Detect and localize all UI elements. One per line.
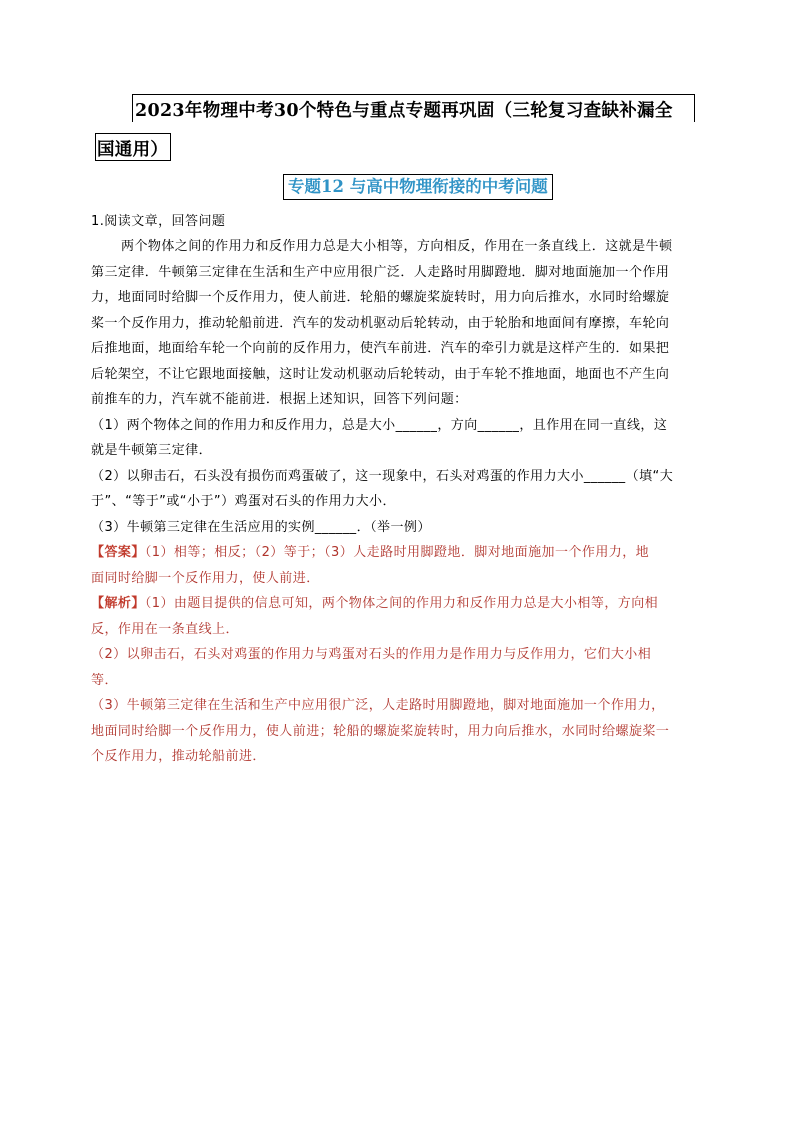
passage-line: 后轮架空，不让它跟地面接触，这时让发动机驱动后轮转动，由于车轮不推地面，地面也不产生向 [91,367,670,382]
analysis-line: （2）以卵击石，石头对鸡蛋的作用力与鸡蛋对石头的作用力是作用力与反作用力，它们大小相 [91,647,652,662]
analysis-line: （3）牛顿第三定律在生活和生产中应用很广泛，人走路时用脚蹬地，脚对地面施加一个作用力， [91,698,665,713]
sub-question-line: 于”、“等于”或“小于”）鸡蛋对石头的作用力大小． [91,494,396,509]
analysis-line: 等． [91,673,118,688]
analysis-line: 反，作用在一条直线上． [91,622,239,637]
passage-line: 力，地面同时给脚一个反作用力，使人前进．轮船的螺旋桨旋转时，用力向后推水，水同时给螺旋 [91,290,670,305]
answer-line [91,540,649,566]
sub-question-line: （2）以卵击石，石头没有损伤而鸡蛋破了，这一现象中，石头对鸡蛋的作用力大小______（填“大 [91,469,674,484]
document-title-line-2: 国通用） [97,140,169,160]
topic-subtitle: 专题12 与高中物理衔接的中考问题 [283,174,553,200]
answer-text: （1）相等；相反；（2）等于；（3）人走路时用脚蹬地．脚对地面施加一个作用力，地 [144,545,650,560]
passage-line: 后推地面，地面给车轮一个向前的反作用力，使汽车前进．汽车的牵引力就是这样产生的．如果把 [91,341,670,356]
document-title-line-1: 2023年物理中考30个特色与重点专题再巩固（三轮复习查缺补漏全 [135,101,673,121]
question-heading: 1.阅读文章，回答问题 [91,214,226,229]
analysis-line: 个反作用力，推动轮船前进． [91,749,266,764]
passage-line: 前推车的力，汽车就不能前进．根据上述知识，回答下列问题： [91,392,468,407]
passage-line: 桨一个反作用力，推动轮船前进．汽车的发动机驱动后轮转动，由于轮胎和地面间有摩擦，车轮向 [91,316,670,331]
analysis-line [91,591,658,617]
answer-line: 面同时给脚一个反作用力，使人前进． [91,571,320,586]
sub-question-line: 就是牛顿第三定律． [91,443,213,458]
analysis-line: 地面同时给脚一个反作用力，使人前进；轮船的螺旋桨旋转时，用力向后推水，水同时给螺旋桨一 [91,724,670,739]
sub-question-line: （1）两个物体之间的作用力和反作用力，总是大小______，方向______，且作用在同一直线，这 [91,418,668,433]
sub-question-line: （3）牛顿第三定律在生活应用的实例______．（举一例） [91,520,431,535]
passage-line: 两个物体之间的作用力和反作用力总是大小相等，方向相反，作用在一条直线上．这就是牛顿 [121,239,673,254]
analysis-tag: 【解析】 [91,596,145,611]
passage-line: 第三定律．牛顿第三定律在生活和生产中应用很广泛．人走路时用脚蹬地．脚对地面施加一个作用 [91,265,670,280]
answer-tag: 【答案】 [91,545,145,560]
analysis-text: （1）由题目提供的信息可知，两个物体之间的作用力和反作用力总是大小相等，方向相 [144,596,659,611]
